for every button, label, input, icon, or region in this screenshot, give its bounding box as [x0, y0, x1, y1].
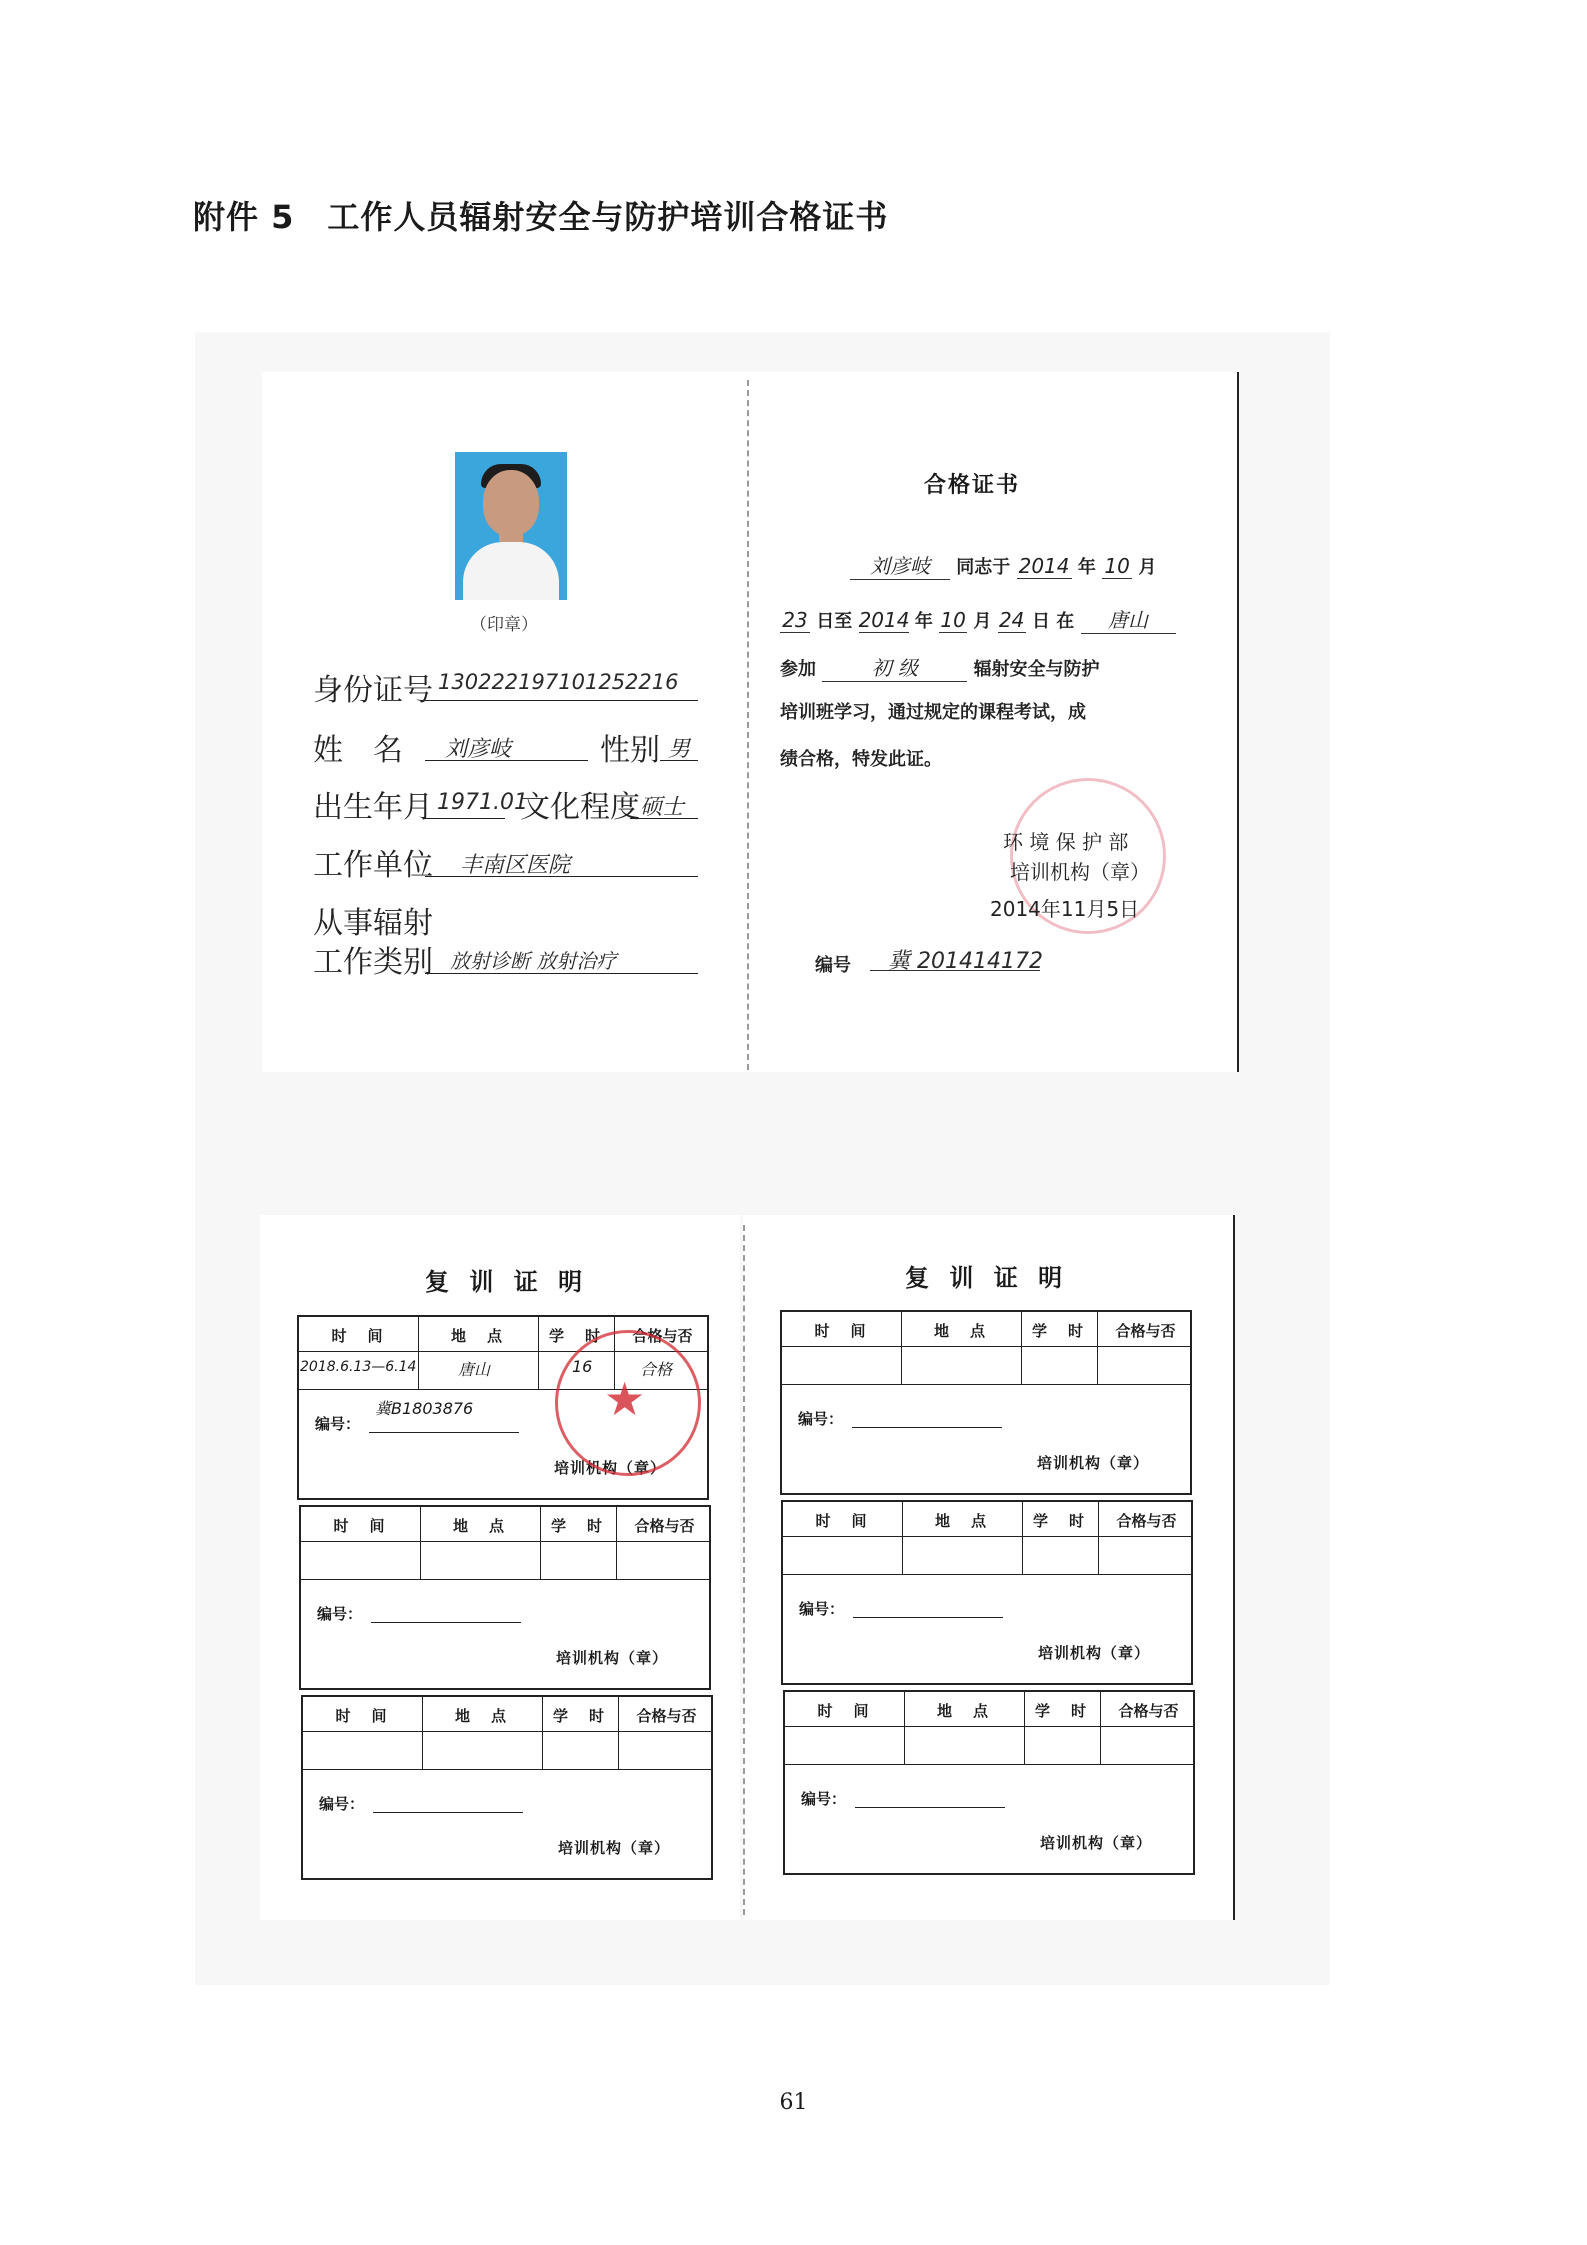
- training-org-stamp-label: 培训机构（章）: [1037, 1454, 1150, 1472]
- header-row-line: [301, 1541, 709, 1542]
- employer-label: 工作单位: [313, 848, 433, 883]
- record1-place: 唐山: [458, 1360, 491, 1379]
- work-type-value: 放射诊断 放射治疗: [450, 949, 617, 973]
- header-row-line: [782, 1346, 1190, 1347]
- table-header-cell: 地 点: [934, 1512, 989, 1530]
- record-number-label: 编号：: [799, 1600, 845, 1618]
- training-org-stamp-label: 培训机构（章）: [558, 1839, 671, 1857]
- birth-label: 出生年月: [313, 790, 433, 825]
- table-header-cell: 学 时: [1032, 1512, 1087, 1530]
- education-label: 文化程度: [520, 790, 640, 825]
- header-row-line: [785, 1726, 1193, 1727]
- cert-line-5: 绩合格，特发此证。: [780, 749, 942, 770]
- record-number-label: 编号：: [319, 1795, 365, 1813]
- table-header-cell: 合格与否: [1115, 1322, 1176, 1340]
- certificate-fold-line: [747, 380, 749, 1070]
- cert-line-3: [780, 652, 1100, 682]
- table-header-cell: 时 间: [333, 1517, 388, 1535]
- entry-row-line: [783, 1574, 1191, 1575]
- id-number-value: 130222197101252216: [438, 670, 679, 694]
- end-day: 24: [998, 608, 1025, 632]
- table-header-cell: 学 时: [1031, 1322, 1086, 1340]
- record-number-label: 编号：: [801, 1790, 847, 1808]
- entry-row-line: [303, 1769, 711, 1770]
- table-header-cell: 时 间: [815, 1512, 870, 1530]
- text-rizhi: 日至: [816, 611, 853, 632]
- record-number-label: 编号：: [315, 1415, 361, 1433]
- page-number: 61: [779, 2090, 808, 2115]
- training-place: 唐山: [1081, 604, 1176, 634]
- name-value: 刘彦岐: [445, 737, 512, 762]
- entry-row-line: [782, 1384, 1190, 1385]
- record-number-label: 编号：: [798, 1410, 844, 1428]
- employer-value: 丰南区医院: [460, 853, 571, 878]
- record-number-line: [853, 1616, 1003, 1618]
- table-header-cell: 学 时: [552, 1707, 607, 1725]
- record-number-line: [369, 1431, 519, 1433]
- table-header-cell: 合格与否: [632, 1327, 693, 1345]
- gender-value: 男: [668, 737, 691, 762]
- retrain-table: [299, 1505, 711, 1690]
- table-header-cell: 学 时: [550, 1517, 605, 1535]
- training-level: 初 级: [822, 652, 967, 682]
- text-month-2: 月: [973, 611, 992, 632]
- training-org-stamp-label: 培训机构（章）: [1040, 1834, 1153, 1852]
- retrain-table: [301, 1695, 713, 1880]
- text-rizai: 日 在: [1031, 611, 1075, 632]
- training-org-stamp-label: 培训机构（章）: [554, 1459, 667, 1477]
- retrain-table: [780, 1310, 1192, 1495]
- table-header-cell: 合格与否: [1118, 1702, 1179, 1720]
- table-header-cell: 地 点: [452, 1517, 507, 1535]
- record1-number: 冀B1803876: [375, 1399, 474, 1418]
- entry-row-line: [301, 1579, 709, 1580]
- table-header-cell: 时 间: [331, 1327, 386, 1345]
- table-header-cell: 合格与否: [636, 1707, 697, 1725]
- holder-name: 刘彦岐: [850, 550, 950, 580]
- id-number-label: 身份证号: [313, 673, 433, 708]
- text-tongzhi: 同志于: [956, 557, 1011, 578]
- table-header-cell: 地 点: [454, 1707, 509, 1725]
- record1-hours: 16: [572, 1357, 593, 1376]
- table-header-cell: 时 间: [335, 1707, 390, 1725]
- end-year: 2014: [858, 608, 910, 632]
- cert-line-1: [850, 550, 1156, 580]
- education-value: 硕士: [640, 795, 685, 820]
- table-header-cell: 时 间: [814, 1322, 869, 1340]
- record1-time: 2018.6.13—6.14: [300, 1359, 417, 1375]
- table-header-cell: 地 点: [450, 1327, 505, 1345]
- retrain-table: [781, 1500, 1193, 1685]
- work-type-label-2: 工作类别: [313, 945, 433, 980]
- retrain-title-left: 复 训 证 明: [425, 1268, 589, 1296]
- birth-value: 1971.01: [437, 790, 528, 815]
- table-header-cell: 地 点: [933, 1322, 988, 1340]
- header-row-line: [783, 1536, 1191, 1537]
- record1-result: 合格: [640, 1360, 673, 1379]
- id-photo: [455, 452, 567, 600]
- cert-line-2: [780, 604, 1176, 634]
- document-title: 附件 5 工作人员辐射安全与防护培训合格证书: [193, 198, 889, 236]
- record-number-line: [855, 1806, 1005, 1808]
- record-number-label: 编号：: [317, 1605, 363, 1623]
- work-type-label-1: 从事辐射: [313, 906, 433, 941]
- issuer-stamp-label: 培训机构（章）: [1010, 860, 1150, 884]
- start-month: 10: [1102, 554, 1132, 579]
- table-header-cell: 时 间: [817, 1702, 872, 1720]
- record-number-line: [852, 1426, 1002, 1428]
- text-year-2: 年: [914, 611, 933, 632]
- table-header-cell: 地 点: [936, 1702, 991, 1720]
- table-header-cell: 学 时: [548, 1327, 603, 1345]
- end-month: 10: [940, 608, 966, 632]
- header-row-line: [303, 1731, 711, 1732]
- retrain-fold-line: [743, 1225, 745, 1915]
- training-org-stamp-label: 培训机构（章）: [556, 1649, 669, 1667]
- gender-label: 性别: [600, 733, 660, 768]
- start-day: 23: [780, 608, 810, 633]
- training-org-stamp-label: 培训机构（章）: [1038, 1644, 1151, 1662]
- record-number-line: [371, 1621, 521, 1623]
- certificate-number-label: 编号: [815, 955, 851, 976]
- retrain-table: [783, 1690, 1195, 1875]
- text-course: 辐射安全与防护: [973, 659, 1100, 680]
- table-header-cell: 学 时: [1034, 1702, 1089, 1720]
- retrain-title-right: 复 训 证 明: [905, 1264, 1069, 1292]
- stamp-caption: （印章）: [470, 615, 538, 635]
- entry-row-line: [785, 1764, 1193, 1765]
- table-header-cell: 合格与否: [634, 1517, 695, 1535]
- certificate-number-value: 冀 201414172: [888, 949, 1043, 974]
- name-label: 姓 名: [313, 733, 403, 768]
- record-number-line: [373, 1811, 523, 1813]
- start-year: 2014: [1017, 554, 1072, 579]
- issue-date: 2014年11月5日: [990, 897, 1140, 921]
- text-canjia: 参加: [780, 659, 816, 680]
- table-header-cell: 合格与否: [1116, 1512, 1177, 1530]
- seal-star-icon: ★: [604, 1372, 646, 1426]
- text-year-1: 年: [1077, 557, 1096, 578]
- issuer-name: 环 境 保 护 部: [1003, 830, 1129, 854]
- text-month-1: 月: [1138, 557, 1157, 578]
- certificate-title: 合格证书: [924, 473, 1021, 498]
- cert-line-4: 培训班学习，通过规定的课程考试，成: [780, 702, 1086, 723]
